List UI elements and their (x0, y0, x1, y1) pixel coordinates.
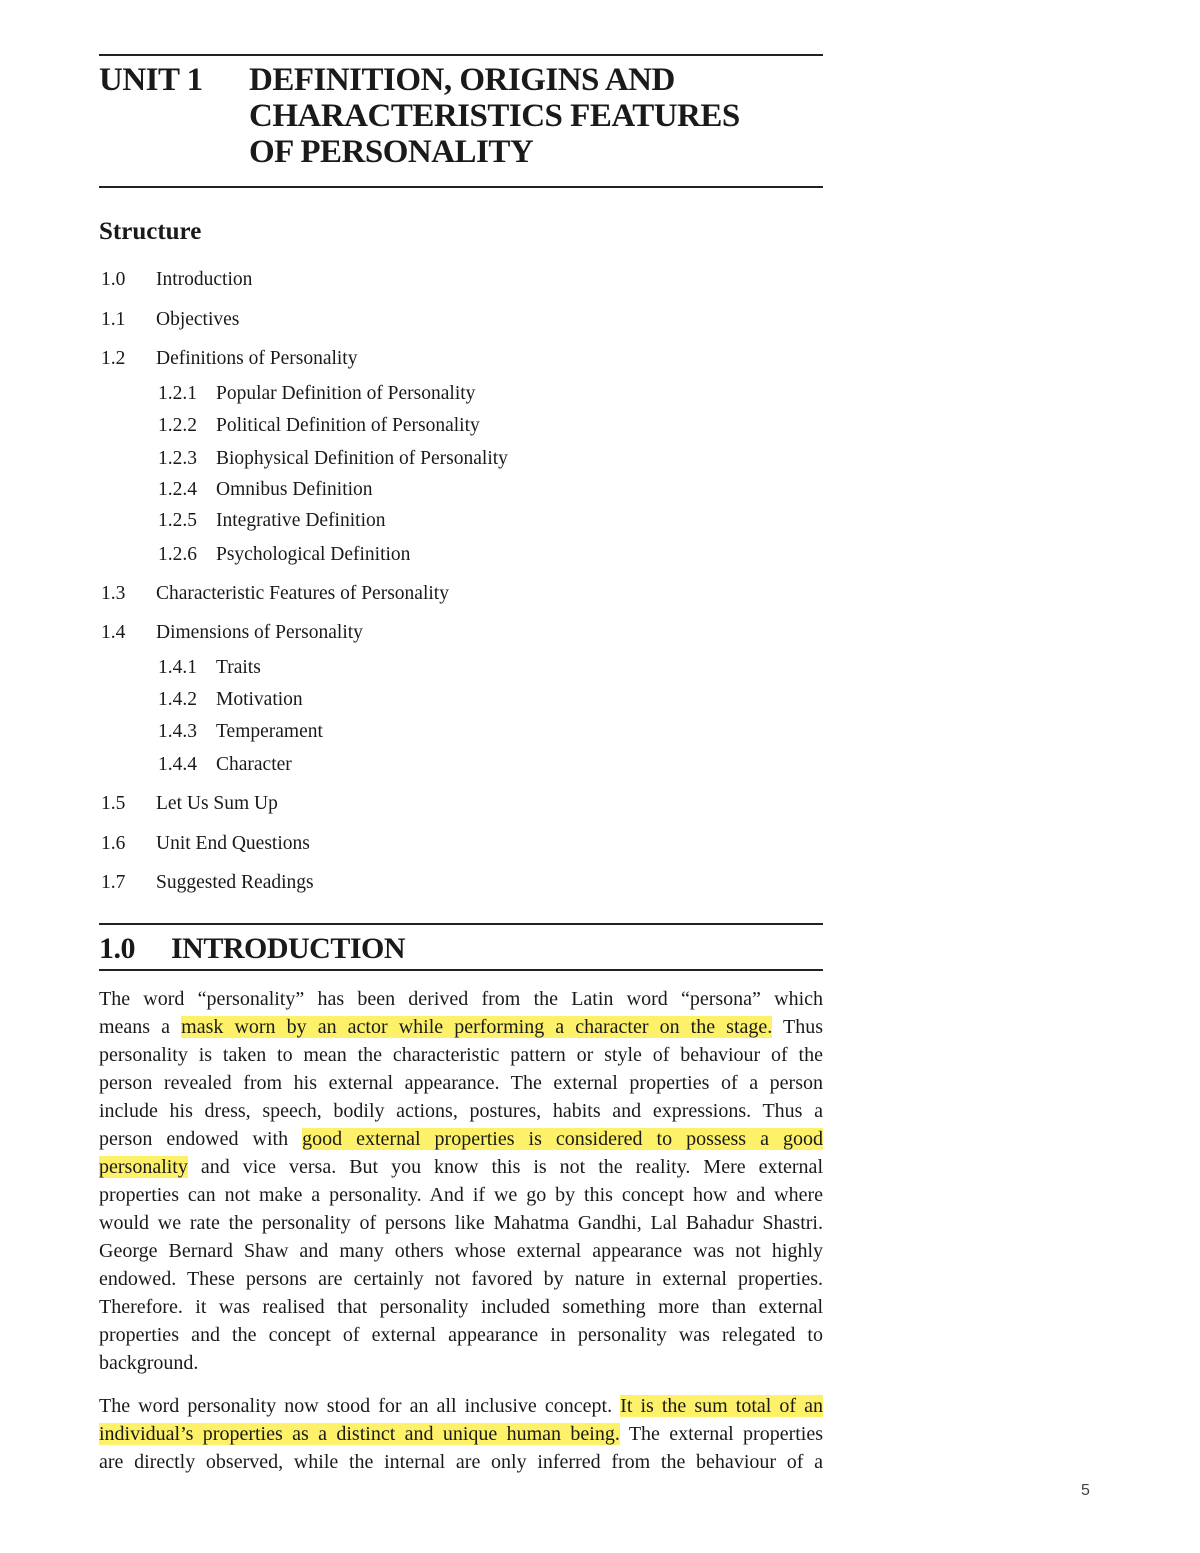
toc-item-number: 1.2.4 (158, 479, 197, 500)
highlighted-text: It is the sum total of an (620, 1395, 823, 1417)
toc-item-number: 1.4.2 (158, 689, 197, 710)
toc-item-label: Political Definition of Personality (216, 415, 480, 436)
intro-paragraph-1 (99, 985, 823, 1377)
title-bottom-rule (99, 186, 823, 188)
paragraph-line: The word “personality” has been derived from the Latin word “persona” which (99, 988, 823, 1010)
top-rule (99, 54, 823, 56)
toc-item-label: Traits (216, 657, 261, 678)
toc-item-label: Definitions of Personality (156, 348, 358, 369)
toc-item-label: Introduction (156, 269, 253, 290)
section-top-rule (99, 923, 823, 925)
toc-item-number: 1.4 (101, 622, 126, 643)
paragraph-line: personality is taken to mean the characteristic pattern or style of behaviour of the (99, 1044, 823, 1066)
unit-number: UNIT 1 (99, 62, 203, 98)
highlighted-text: personality (99, 1156, 188, 1178)
toc-item-number: 1.0 (101, 269, 126, 290)
paragraph-line: background. (99, 1352, 199, 1374)
text-span: The word personality now stood for an all inclusive concept. (99, 1395, 621, 1417)
paragraph-line (99, 1420, 823, 1448)
toc-item-label: Objectives (156, 309, 240, 330)
structure-heading: Structure (99, 218, 202, 245)
text-span: Thus (772, 1016, 823, 1038)
unit-title-line: OF PERSONALITY (249, 134, 534, 170)
toc-item-label: Character (216, 754, 292, 775)
highlighted-text: good external properties is considered to possess a good (302, 1128, 823, 1150)
paragraph-line: person revealed from his external appearance. The external properties of a person (99, 1072, 823, 1094)
toc-item-number: 1.4.4 (158, 754, 197, 775)
toc-item-label: Temperament (216, 721, 323, 742)
paragraph-line: George Bernard Shaw and many others whose external appearance was not highly (99, 1240, 823, 1262)
highlighted-text: individual’s properties as a distinct and unique human being. (99, 1423, 620, 1445)
toc-item-label: Integrative Definition (216, 510, 386, 531)
toc-item-number: 1.5 (101, 793, 126, 814)
toc-item-label: Dimensions of Personality (156, 622, 363, 643)
toc-item-label: Let Us Sum Up (156, 793, 278, 814)
toc-item-label: Omnibus Definition (216, 479, 373, 500)
toc-item-label: Suggested Readings (156, 872, 314, 893)
toc-item-number: 1.4.1 (158, 657, 197, 678)
page-number: 5 (1081, 1482, 1090, 1499)
toc-item-label: Biophysical Definition of Personality (216, 448, 508, 469)
toc-item-number: 1.2.2 (158, 415, 197, 436)
section-title: INTRODUCTION (171, 932, 406, 965)
toc-item-number: 1.4.3 (158, 721, 197, 742)
paragraph-line (99, 1153, 823, 1181)
paragraph-line: are directly observed, while the internal are only inferred from the behaviour of a (99, 1451, 823, 1473)
toc-item-number: 1.6 (101, 833, 126, 854)
paragraph-line: include his dress, speech, bodily actions, postures, habits and expressions. Thus a (99, 1100, 823, 1122)
paragraph-line (99, 1013, 823, 1041)
text-span: means a (99, 1016, 182, 1038)
intro-paragraph-2 (99, 1392, 823, 1476)
toc-item-number: 1.7 (101, 872, 126, 893)
toc-item-number: 1.2 (101, 348, 126, 369)
paragraph-line: properties and the concept of external appearance in personality was relegated to (99, 1324, 823, 1346)
unit-title (249, 62, 849, 170)
text-span: person endowed with (99, 1128, 303, 1150)
toc-item-label: Characteristic Features of Personality (156, 583, 449, 604)
toc-item-number: 1.2.6 (158, 544, 197, 565)
text-span: and vice versa. But you know this is not the reality. Mere external (187, 1156, 823, 1178)
paragraph-line (99, 1392, 823, 1420)
paragraph-line: endowed. These persons are certainly not favored by nature in external properties. (99, 1268, 823, 1290)
toc-item-number: 1.2.1 (158, 383, 197, 404)
section-number: 1.0 (99, 932, 135, 965)
unit-title-line: CHARACTERISTICS FEATURES (249, 98, 740, 134)
toc-item-number: 1.1 (101, 309, 126, 330)
paragraph-line: Therefore. it was realised that personality included something more than external (99, 1296, 823, 1318)
highlighted-text: mask worn by an actor while performing a character on the stage. (181, 1016, 773, 1038)
toc-item-number: 1.2.5 (158, 510, 197, 531)
text-span: The external properties (619, 1423, 824, 1445)
toc-item-label: Motivation (216, 689, 303, 710)
toc-item-label: Unit End Questions (156, 833, 310, 854)
toc-item-number: 1.3 (101, 583, 126, 604)
paragraph-line (99, 1125, 823, 1153)
paragraph-line: would we rate the personality of persons like Mahatma Gandhi, Lal Bahadur Shastri. (99, 1212, 823, 1234)
toc-item-label: Popular Definition of Personality (216, 383, 476, 404)
unit-title-line: DEFINITION, ORIGINS AND (249, 62, 675, 98)
section-bottom-rule (99, 969, 823, 971)
toc-item-label: Psychological Definition (216, 544, 411, 565)
toc-item-number: 1.2.3 (158, 448, 197, 469)
paragraph-line: properties can not make a personality. And if we go by this concept how and where (99, 1184, 823, 1206)
